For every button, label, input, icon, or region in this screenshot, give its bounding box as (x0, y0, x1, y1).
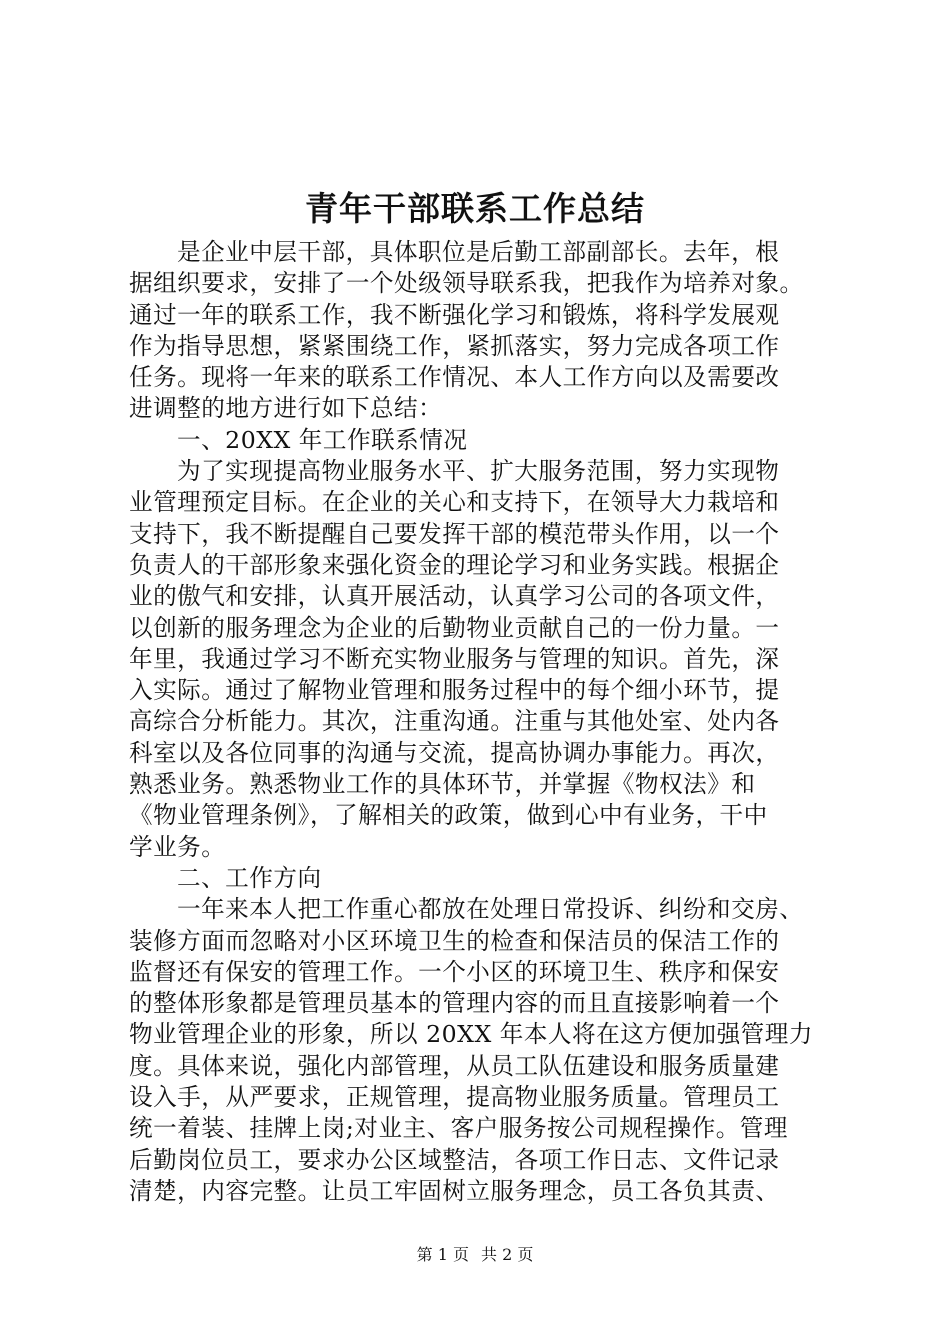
body-line: 入实际。通过了解物业管理和服务过程中的每个细小环节，提 (129, 676, 780, 705)
body-line: 《物业管理条例》，了解相关的政策，做到心中有业务，干中 (129, 801, 768, 830)
body-line: 高综合分析能力。其次，注重沟通。注重与其他处室、处内各 (129, 707, 780, 736)
body-line: 度。具体来说，强化内部管理，从员工队伍建设和服务质量建 (129, 1051, 780, 1080)
body-line: 统一着装、挂牌上岗;对业主、客户服务按公司规程操作。管理 (129, 1114, 788, 1143)
document-title: 青年干部联系工作总结 (305, 189, 645, 228)
page-number: 第 1 页 (416, 1245, 469, 1264)
body-line: 是企业中层干部，具体职位是后勤工部副部长。去年，根 (177, 238, 780, 266)
body-line: 通过一年的联系工作，我不断强化学习和锻炼，将科学发展观 (129, 300, 780, 329)
body-line: 清楚，内容完整。让员工牢固树立服务理念，员工各负其责、 (129, 1176, 780, 1205)
body-line: 熟悉业务。熟悉物业工作的具体环节，并掌握《物权法》和 (129, 770, 756, 799)
body-line: 为了实现提高物业服务水平、扩大服务范围，努力实现物 (177, 457, 780, 486)
body-line: 业管理预定目标。在企业的关心和支持下，在领导大力栽培和 (129, 488, 780, 517)
body-line: 以创新的服务理念为企业的后勤物业贡献自己的一份力量。一 (129, 613, 780, 642)
body-line: 负责人的干部形象来强化资金的理论学习和业务实践。根据企 (129, 550, 780, 579)
body-line: 设入手，从严要求，正规管理，提高物业服务质量。管理员工 (129, 1083, 780, 1112)
body-line: 一年来本人把工作重心都放在处理日常投诉、纠纷和交房、 (177, 895, 804, 924)
body-line: 学业务。 (129, 832, 226, 861)
page-total: 共 2 页 (481, 1245, 534, 1264)
body-line: 科室以及各位同事的沟通与交流，提高协调办事能力。再次， (129, 738, 780, 767)
body-line: 年里，我通过学习不断充实物业服务与管理的知识。首先，深 (129, 644, 780, 673)
body-line: 进调整的地方进行如下总结： (129, 394, 443, 423)
document-body (129, 237, 839, 1207)
body-line: 作为指导思想，紧紧围绕工作，紧抓落实，努力完成各项工作 (129, 331, 780, 360)
body-line: 物业管理企业的形象，所以 20XX 年本人将在这方便加强管理力 (129, 1020, 813, 1049)
body-line: 一、20XX 年工作联系情况 (177, 425, 468, 454)
body-line: 据组织要求，安排了一个处级领导联系我，把我作为培养对象。 (129, 269, 804, 298)
body-line: 二、工作方向 (177, 863, 322, 892)
body-line: 装修方面而忽略对小区环境卫生的检查和保洁员的保洁工作的 (129, 926, 780, 955)
body-line: 任务。现将一年来的联系工作情况、本人工作方向以及需要改 (129, 363, 780, 392)
body-line: 后勤岗位员工，要求办公区域整洁，各项工作日志、文件记录 (129, 1145, 780, 1174)
body-line: 业的傲气和安排，认真开展活动，认真学习公司的各项文件， (129, 582, 780, 611)
body-line: 的整体形象都是管理员基本的管理内容的而且直接影响着一个 (129, 989, 780, 1018)
body-line: 监督还有保安的管理工作。一个小区的环境卫生、秩序和保安 (129, 957, 780, 986)
body-line: 支持下，我不断提醒自己要发挥干部的模范带头作用，以一个 (129, 519, 780, 548)
page-footer (0, 1243, 950, 1267)
